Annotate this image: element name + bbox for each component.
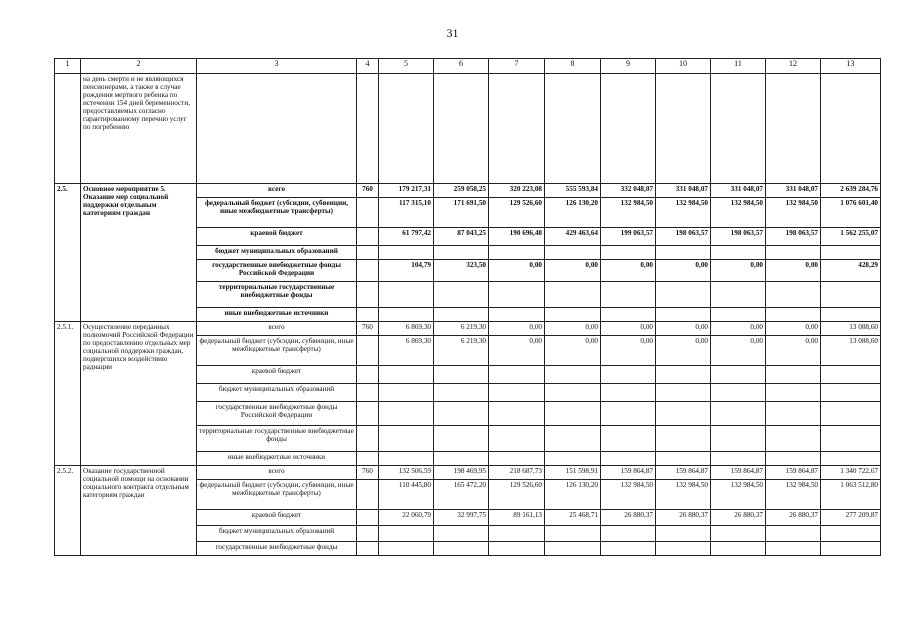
amount-cell <box>379 384 434 402</box>
amount-cell: 126 130,20 <box>545 480 601 510</box>
amount-cell <box>821 308 881 322</box>
table-body <box>55 59 881 556</box>
section-id: 2.5.1. <box>55 322 81 466</box>
funding-source: краевой бюджет <box>197 228 357 246</box>
amount-cell <box>545 452 601 466</box>
amount-cell <box>656 384 711 402</box>
budget-code <box>357 510 379 526</box>
column-number: 10 <box>656 59 711 74</box>
column-number: 6 <box>434 59 489 74</box>
amount-cell <box>489 402 545 426</box>
table-cell <box>434 74 489 184</box>
amount-cell <box>656 246 711 260</box>
funding-source: краевой бюджет <box>197 510 357 526</box>
amount-cell <box>434 426 489 452</box>
amount-cell: 198 469,95 <box>434 466 489 480</box>
amount-cell: 0,00 <box>656 336 711 366</box>
amount-cell: 151 598,91 <box>545 466 601 480</box>
amount-cell: 110 445,80 <box>379 480 434 510</box>
amount-cell <box>379 542 434 556</box>
budget-code <box>357 260 379 282</box>
amount-cell <box>711 384 766 402</box>
budget-code <box>357 452 379 466</box>
amount-cell: 555 593,84 <box>545 184 601 198</box>
amount-cell: 331 048,07 <box>656 184 711 198</box>
budget-code <box>357 336 379 366</box>
amount-cell: 6 869,30 <box>379 322 434 336</box>
amount-cell <box>711 366 766 384</box>
amount-cell: 129 526,60 <box>489 198 545 228</box>
table-row <box>55 466 881 480</box>
amount-cell <box>434 384 489 402</box>
amount-cell: 277 209,87 <box>821 510 881 526</box>
amount-cell <box>545 426 601 452</box>
amount-cell <box>545 542 601 556</box>
amount-cell <box>711 308 766 322</box>
section-title: Основное мероприятие 5. Оказание мер социальной поддержки отдельным категориям граждан <box>81 184 197 322</box>
amount-cell <box>601 282 656 308</box>
amount-cell: 259 058,25 <box>434 184 489 198</box>
amount-cell: 331 048,07 <box>766 184 821 198</box>
budget-code <box>357 198 379 228</box>
amount-cell: 22 060,79 <box>379 510 434 526</box>
amount-cell: 13 088,60 <box>821 322 881 336</box>
amount-cell <box>601 426 656 452</box>
funding-source: бюджет муниципальных образований <box>197 384 357 402</box>
amount-cell <box>766 384 821 402</box>
amount-cell <box>656 308 711 322</box>
amount-cell: 0,00 <box>545 260 601 282</box>
amount-cell <box>379 402 434 426</box>
amount-cell <box>656 452 711 466</box>
amount-cell <box>821 384 881 402</box>
funding-source: федеральный бюджет (субсидии, субвенции, иные межбюджетные трансферты) <box>197 480 357 510</box>
amount-cell <box>379 282 434 308</box>
amount-cell <box>434 308 489 322</box>
amount-cell: 6 219,30 <box>434 322 489 336</box>
amount-cell: 159 864,87 <box>656 466 711 480</box>
column-number: 8 <box>545 59 601 74</box>
amount-cell <box>766 308 821 322</box>
amount-cell: 159 864,87 <box>766 466 821 480</box>
column-number: 7 <box>489 59 545 74</box>
amount-cell: 129 526,60 <box>489 480 545 510</box>
amount-cell: 331 048,07 <box>711 184 766 198</box>
amount-cell <box>379 366 434 384</box>
amount-cell: 0,00 <box>711 322 766 336</box>
amount-cell <box>711 542 766 556</box>
amount-cell <box>601 542 656 556</box>
amount-cell <box>711 526 766 542</box>
amount-cell: 0,00 <box>766 336 821 366</box>
funding-source: государственные внебюджетные фонды Российской Федерации <box>197 260 357 282</box>
amount-cell <box>489 366 545 384</box>
amount-cell: 2 639 284,76 <box>821 184 881 198</box>
amount-cell <box>656 542 711 556</box>
amount-cell: 25 468,71 <box>545 510 601 526</box>
amount-cell <box>711 402 766 426</box>
amount-cell <box>711 246 766 260</box>
budget-code <box>357 426 379 452</box>
table-cell <box>197 74 357 184</box>
funding-source: территориальные государственные внебюджетные фонды <box>197 426 357 452</box>
funding-source: иные внебюджетные источники <box>197 452 357 466</box>
amount-cell <box>711 282 766 308</box>
amount-cell <box>545 366 601 384</box>
table-row <box>55 322 881 336</box>
amount-cell: 1 063 512,80 <box>821 480 881 510</box>
amount-cell: 0,00 <box>489 336 545 366</box>
amount-cell <box>545 526 601 542</box>
amount-cell <box>434 246 489 260</box>
amount-cell <box>489 452 545 466</box>
column-number: 2 <box>81 59 197 74</box>
budget-code <box>357 282 379 308</box>
amount-cell <box>766 402 821 426</box>
funding-source: всего <box>197 184 357 198</box>
budget-code <box>357 402 379 426</box>
amount-cell <box>821 542 881 556</box>
amount-cell <box>766 366 821 384</box>
amount-cell: 126 130,20 <box>545 198 601 228</box>
funding-source: бюджет муниципальных образований <box>197 246 357 260</box>
funding-source: территориальные государственные внебюджетные фонды <box>197 282 357 308</box>
table-cell <box>656 74 711 184</box>
amount-cell <box>766 452 821 466</box>
table-cell <box>379 74 434 184</box>
amount-cell <box>379 246 434 260</box>
section-id: 2.5.2. <box>55 466 81 556</box>
section-title: Оказание государственной социальной помощи на основании социального контракта отдельным категориям граждан <box>81 466 197 556</box>
budget-code <box>357 526 379 542</box>
amount-cell <box>656 282 711 308</box>
amount-cell: 6 219,30 <box>434 336 489 366</box>
amount-cell: 0,00 <box>601 336 656 366</box>
funding-source: федеральный бюджет (субсидии, субвенции, иные межбюджетные трансферты) <box>197 198 357 228</box>
amount-cell <box>489 384 545 402</box>
amount-cell <box>601 384 656 402</box>
amount-cell <box>379 426 434 452</box>
amount-cell <box>656 366 711 384</box>
amount-cell: 1 562 255,07 <box>821 228 881 246</box>
budget-code: 760 <box>357 466 379 480</box>
amount-cell: 26 880,37 <box>766 510 821 526</box>
amount-cell: 132 984,50 <box>601 198 656 228</box>
continuation-row <box>55 74 881 184</box>
amount-cell: 0,00 <box>711 336 766 366</box>
amount-cell: 132 984,50 <box>711 480 766 510</box>
funding-source: федеральный бюджет (субсидии, субвенции, иные межбюджетные трансферты) <box>197 336 357 366</box>
table-cell <box>55 74 81 184</box>
amount-cell <box>601 526 656 542</box>
table-cell <box>489 74 545 184</box>
column-number: 11 <box>711 59 766 74</box>
amount-cell <box>545 282 601 308</box>
amount-cell: 1 340 722,67 <box>821 466 881 480</box>
amount-cell <box>434 402 489 426</box>
funding-source: всего <box>197 466 357 480</box>
amount-cell <box>821 246 881 260</box>
amount-cell: 32 997,75 <box>434 510 489 526</box>
amount-cell: 320 223,08 <box>489 184 545 198</box>
amount-cell <box>489 282 545 308</box>
table-row <box>55 184 881 198</box>
amount-cell <box>489 308 545 322</box>
continuation-text: на день смерти и не являющихся пенсионерами, а также в случае рождения мертвого ребенка по истечении 154 дней беременности, предоставляемых согласно гарантированному перечню услуг по погребению <box>81 74 197 184</box>
column-number-row <box>55 59 881 74</box>
amount-cell: 0,00 <box>656 260 711 282</box>
amount-cell <box>821 452 881 466</box>
amount-cell: 104,79 <box>379 260 434 282</box>
amount-cell <box>434 282 489 308</box>
budget-code: 760 <box>357 322 379 336</box>
column-number: 4 <box>357 59 379 74</box>
amount-cell: 61 797,42 <box>379 228 434 246</box>
amount-cell: 198 063,57 <box>711 228 766 246</box>
amount-cell <box>766 246 821 260</box>
table-cell <box>821 74 881 184</box>
amount-cell <box>821 366 881 384</box>
budget-code <box>357 308 379 322</box>
section-title: Осуществление переданных полномочий Российской Федерации по предоставлению отдельных мер социальной поддержки граждан, подвергшихся воздействию радиации <box>81 322 197 466</box>
amount-cell <box>656 426 711 452</box>
page-number: 31 <box>446 26 459 40</box>
amount-cell <box>545 384 601 402</box>
column-number: 3 <box>197 59 357 74</box>
budget-code <box>357 366 379 384</box>
table-cell <box>357 74 379 184</box>
amount-cell: 26 880,37 <box>711 510 766 526</box>
amount-cell <box>766 426 821 452</box>
amount-cell: 26 880,37 <box>601 510 656 526</box>
amount-cell <box>656 402 711 426</box>
amount-cell: 218 687,73 <box>489 466 545 480</box>
amount-cell: 0,00 <box>489 322 545 336</box>
amount-cell: 132 506,59 <box>379 466 434 480</box>
funding-source: всего <box>197 322 357 336</box>
amount-cell: 132 984,50 <box>766 480 821 510</box>
amount-cell <box>766 282 821 308</box>
funding-source: бюджет муниципальных образований <box>197 526 357 542</box>
amount-cell <box>379 452 434 466</box>
amount-cell <box>545 402 601 426</box>
amount-cell <box>379 308 434 322</box>
column-number: 9 <box>601 59 656 74</box>
amount-cell: 6 869,30 <box>379 336 434 366</box>
amount-cell: 132 984,50 <box>766 198 821 228</box>
amount-cell <box>656 526 711 542</box>
amount-cell <box>711 426 766 452</box>
amount-cell: 198 063,57 <box>766 228 821 246</box>
amount-cell: 429 463,64 <box>545 228 601 246</box>
budget-code: 760 <box>357 184 379 198</box>
amount-cell <box>766 542 821 556</box>
amount-cell <box>821 526 881 542</box>
amount-cell <box>434 526 489 542</box>
amount-cell: 1 076 601,40 <box>821 198 881 228</box>
amount-cell <box>821 426 881 452</box>
amount-cell <box>489 246 545 260</box>
amount-cell <box>545 246 601 260</box>
amount-cell: 159 864,87 <box>711 466 766 480</box>
amount-cell: 198 063,57 <box>656 228 711 246</box>
amount-cell: 0,00 <box>766 322 821 336</box>
funding-source: иные внебюджетные источники <box>197 308 357 322</box>
amount-cell: 0,00 <box>545 336 601 366</box>
amount-cell <box>601 452 656 466</box>
funding-source: государственные внебюджетные фонды <box>197 542 357 556</box>
amount-cell: 179 217,31 <box>379 184 434 198</box>
amount-cell <box>434 452 489 466</box>
funding-source: государственные внебюджетные фонды Российской Федерации <box>197 402 357 426</box>
budget-table <box>54 58 881 556</box>
table-cell <box>766 74 821 184</box>
amount-cell <box>489 526 545 542</box>
amount-cell: 428,29 <box>821 260 881 282</box>
budget-code <box>357 384 379 402</box>
amount-cell: 89 161,13 <box>489 510 545 526</box>
amount-cell <box>545 308 601 322</box>
amount-cell <box>601 402 656 426</box>
amount-cell: 0,00 <box>601 260 656 282</box>
amount-cell: 132 984,50 <box>601 480 656 510</box>
amount-cell: 132 984,50 <box>656 480 711 510</box>
amount-cell: 132 984,50 <box>711 198 766 228</box>
budget-code <box>357 542 379 556</box>
amount-cell: 13 088,60 <box>821 336 881 366</box>
amount-cell <box>379 526 434 542</box>
budget-code <box>357 480 379 510</box>
amount-cell <box>821 402 881 426</box>
amount-cell <box>434 542 489 556</box>
amount-cell <box>601 246 656 260</box>
amount-cell: 159 864,87 <box>601 466 656 480</box>
amount-cell <box>489 542 545 556</box>
amount-cell: 0,00 <box>656 322 711 336</box>
amount-cell <box>601 366 656 384</box>
amount-cell <box>434 366 489 384</box>
amount-cell <box>821 282 881 308</box>
amount-cell <box>711 452 766 466</box>
amount-cell: 165 472,20 <box>434 480 489 510</box>
amount-cell: 87 043,25 <box>434 228 489 246</box>
amount-cell <box>766 526 821 542</box>
column-number: 5 <box>379 59 434 74</box>
table-cell <box>601 74 656 184</box>
column-number: 1 <box>55 59 81 74</box>
funding-source: краевой бюджет <box>197 366 357 384</box>
amount-cell: 190 696,48 <box>489 228 545 246</box>
amount-cell: 332 048,07 <box>601 184 656 198</box>
amount-cell: 0,00 <box>489 260 545 282</box>
amount-cell: 323,50 <box>434 260 489 282</box>
column-number: 13 <box>821 59 881 74</box>
amount-cell <box>489 426 545 452</box>
budget-code <box>357 228 379 246</box>
amount-cell: 0,00 <box>601 322 656 336</box>
amount-cell: 26 880,37 <box>656 510 711 526</box>
amount-cell: 171 691,50 <box>434 198 489 228</box>
budget-code <box>357 246 379 260</box>
amount-cell: 0,00 <box>766 260 821 282</box>
amount-cell: 199 063,57 <box>601 228 656 246</box>
amount-cell: 0,00 <box>711 260 766 282</box>
column-number: 12 <box>766 59 821 74</box>
table-cell <box>545 74 601 184</box>
amount-cell: 117 315,10 <box>379 198 434 228</box>
table-cell <box>711 74 766 184</box>
amount-cell: 0,00 <box>545 322 601 336</box>
amount-cell <box>601 308 656 322</box>
section-id: 2.5. <box>55 184 81 322</box>
amount-cell: 132 984,50 <box>656 198 711 228</box>
